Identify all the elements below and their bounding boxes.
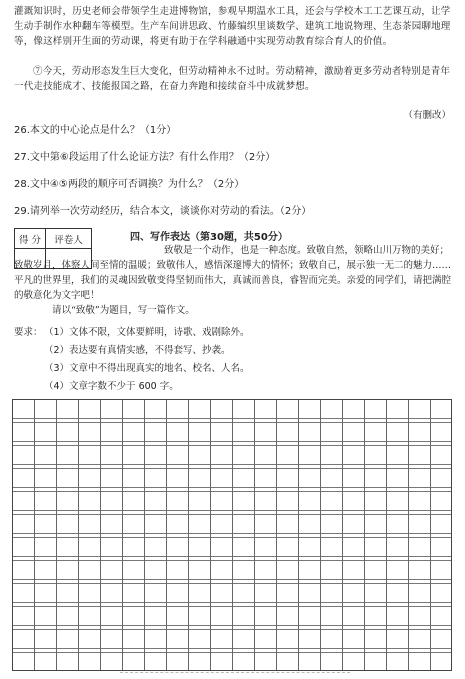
question-29: 29.请列举一次劳动经历，结合本文，谈谈你对劳动的看法。（2分） bbox=[14, 206, 312, 217]
requirement-4: （4）文章字数不少于 600 字。 bbox=[44, 381, 179, 392]
question-26: 26.本文的中心论点是什么？（1分） bbox=[14, 125, 177, 136]
writing-task: 请以“致敬”为题目，写一篇作文。 bbox=[52, 305, 195, 316]
passage-paragraph-7: ⑦今天，劳动形态发生巨大变化，但劳动精神永不过时。劳动精神，激励着更多劳动者特别是青年一代走技能成才、技能报国之路，在奋力奔跑和接续奋斗中成就梦想。 bbox=[14, 66, 451, 92]
question-28: 28.文中④⑤两段的顺序可否调换？为什么？（2分） bbox=[14, 179, 245, 190]
section-title: 四、写作表达（第30题，共50分） bbox=[130, 232, 288, 243]
requirements-label: 要求： bbox=[14, 327, 43, 338]
writing-prompt: 致敬是一个动作，也是一种态度。致敬自然，领略山川万物的美好；致敬岁月，体察人间至情的温暖；致敬伟人，感悟深邃博大的情怀；致敬自己，展示独一无二的魅力……平凡的世界里，我们的灵魂因致敬变得坚韧而伟大，真诚而善良，睿智而完美。亲爱的同学们，请把满腔的敬意化为文字吧！ bbox=[14, 245, 452, 301]
grader-header: 评卷人 bbox=[46, 229, 92, 249]
composition-grid[interactable] bbox=[12, 399, 452, 671]
requirement-2: （2）表达要有真情实感，不得套写、抄袭。 bbox=[44, 345, 231, 356]
question-27: 27.文中第⑥段运用了什么论证方法？有什么作用？（2分） bbox=[14, 152, 276, 163]
source-note: （有删改） bbox=[403, 110, 451, 121]
requirement-3: （3）文章中不得出现真实的地名、校名、人名。 bbox=[44, 363, 250, 374]
passage-paragraph-1: 灌溉知识时，历史老师会带领学生走进博物馆，参观早期温水工具，还会与学校木工工艺课互动，让学生动手制作水种翻车等模型。生产车间讲思政、竹藤编织里谈数学、建筑工地说物理、生态茶园聊地理等，像这样别开生面的劳动课，将更有助于在学科融通中实现劳动教育综合育人的价值。 bbox=[14, 6, 451, 47]
score-header: 得 分 bbox=[15, 229, 46, 249]
requirement-1: （1）文体不限，文体要鲜明，诗歌、戏剧除外。 bbox=[44, 327, 250, 338]
